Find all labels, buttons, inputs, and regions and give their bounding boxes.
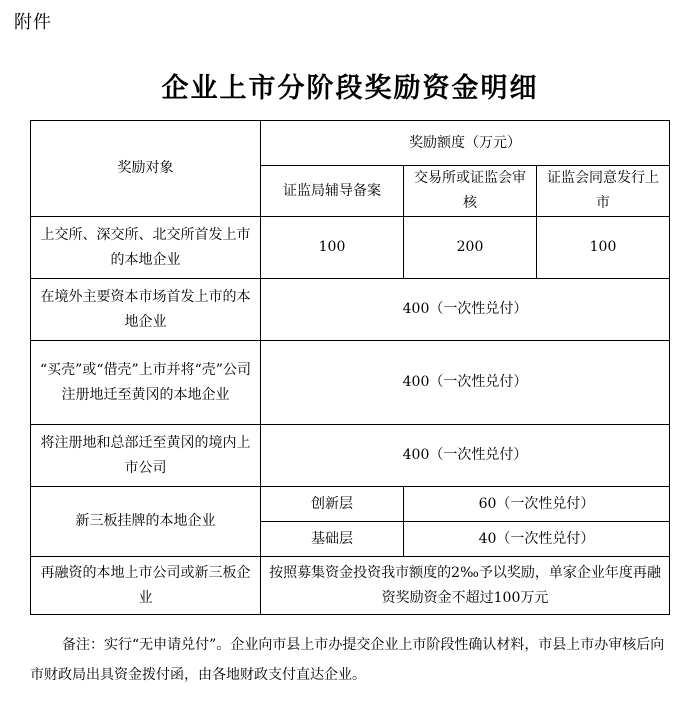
footnote: 备注：实行“无申请兑付”。企业向市县上市办提交企业上市阶段性确认材料，市县上市办审核后向市财政局出具资金拨付函，由各地财政支付直达企业。 xyxy=(30,637,665,683)
row-tier-amount: 40（一次性兑付） xyxy=(404,522,670,557)
row-amount: 400（一次性兑付） xyxy=(261,425,670,487)
table-row xyxy=(31,425,670,487)
row-stage-1-value: 100 xyxy=(261,217,404,279)
header-stage-3: 证监会同意发行上市 xyxy=(537,166,670,217)
table-header-row xyxy=(31,121,670,166)
table-row xyxy=(31,487,670,522)
row-target: 上交所、深交所、北交所首发上市的本地企业 xyxy=(31,217,261,279)
row-target: 在境外主要资本市场首发上市的本地企业 xyxy=(31,279,261,341)
header-stage-1: 证监局辅导备案 xyxy=(261,166,404,217)
table-row xyxy=(31,217,670,279)
row-tier: 基础层 xyxy=(261,522,404,557)
table-row xyxy=(31,279,670,341)
row-amount: 400（一次性兑付） xyxy=(261,341,670,425)
page-title: 企业上市分阶段奖励资金明细 xyxy=(161,73,539,104)
row-stage-3-value: 100 xyxy=(537,217,670,279)
row-stage-2-value: 200 xyxy=(404,217,537,279)
row-amount: 400（一次性兑付） xyxy=(261,279,670,341)
row-tier: 创新层 xyxy=(261,487,404,522)
reward-table xyxy=(30,120,670,615)
row-target: 再融资的本地上市公司或新三板企业 xyxy=(31,557,261,615)
row-tier-amount: 60（一次性兑付） xyxy=(404,487,670,522)
table-row xyxy=(31,341,670,425)
header-stage-2: 交易所或证监会审核 xyxy=(404,166,537,217)
table-row xyxy=(31,557,670,615)
header-amount: 奖励额度（万元） xyxy=(261,121,670,166)
row-amount: 按照募集资金投资我市额度的2‰予以奖励，单家企业年度再融资奖励资金不超过100万元 xyxy=(261,557,670,615)
row-target: 新三板挂牌的本地企业 xyxy=(31,487,261,557)
row-target: “买壳”或“借壳”上市并将“壳”公司注册地迁至黄冈的本地企业 xyxy=(31,341,261,425)
header-target: 奖励对象 xyxy=(31,121,261,217)
row-target: 将注册地和总部迁至黄冈的境内上市公司 xyxy=(31,425,261,487)
attachment-label: 附件 xyxy=(14,12,52,33)
